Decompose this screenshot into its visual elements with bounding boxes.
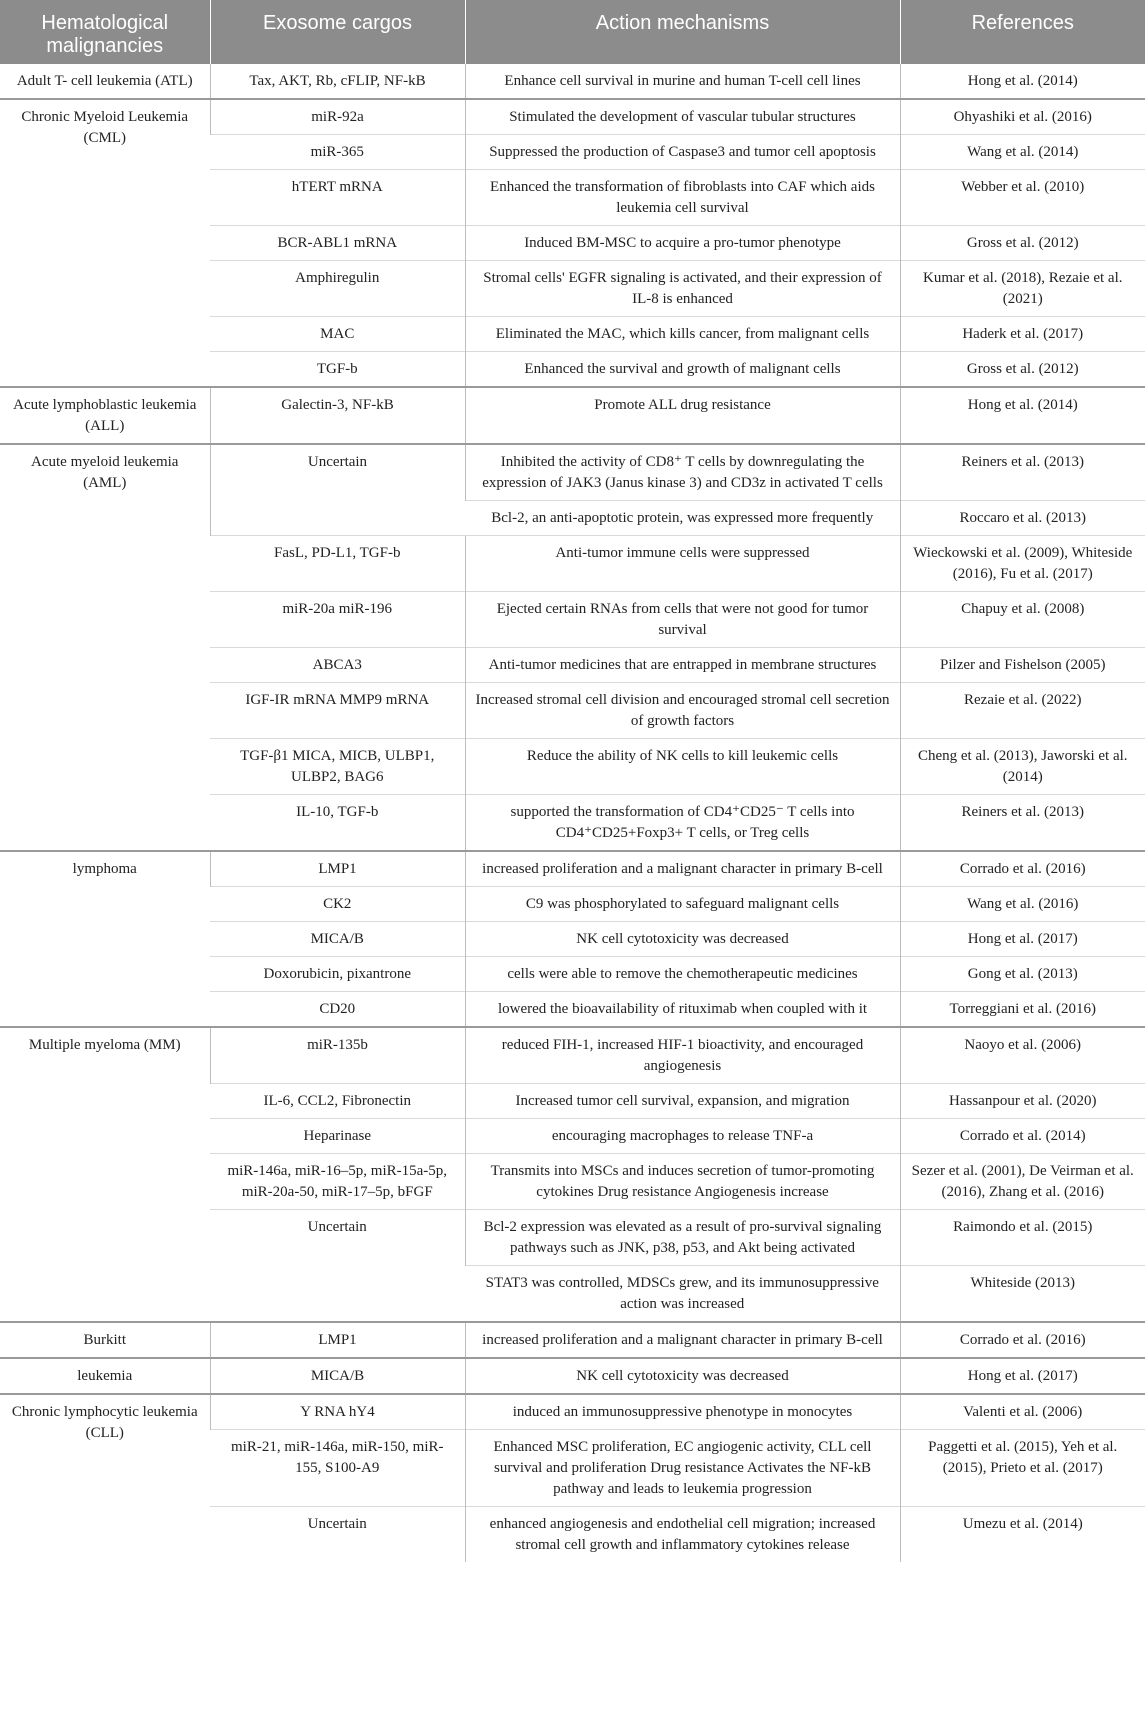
reference-cell: Pilzer and Fishelson (2005) bbox=[900, 648, 1145, 683]
reference-cell: Hong et al. (2014) bbox=[900, 387, 1145, 444]
mechanism-cell: NK cell cytotoxicity was decreased bbox=[465, 922, 900, 957]
cargo-cell: Doxorubicin, pixantrone bbox=[210, 957, 465, 992]
cargo-cell: MICA/B bbox=[210, 922, 465, 957]
cargo-cell: miR-135b bbox=[210, 1027, 465, 1084]
reference-cell: Haderk et al. (2017) bbox=[900, 317, 1145, 352]
mechanism-cell: Bcl-2, an anti-apoptotic protein, was expressed more frequently bbox=[465, 501, 900, 536]
reference-cell: Wang et al. (2014) bbox=[900, 135, 1145, 170]
cargo-cell: Uncertain bbox=[210, 1210, 465, 1323]
mechanism-cell: Enhanced the survival and growth of malignant cells bbox=[465, 352, 900, 388]
reference-cell: Corrado et al. (2016) bbox=[900, 1322, 1145, 1358]
cargo-cell: Uncertain bbox=[210, 444, 465, 536]
reference-cell: Wang et al. (2016) bbox=[900, 887, 1145, 922]
reference-cell: Gross et al. (2012) bbox=[900, 352, 1145, 388]
mechanism-cell: Promote ALL drug resistance bbox=[465, 387, 900, 444]
malignancy-cell: leukemia bbox=[0, 1358, 210, 1394]
mechanism-cell: Induced BM-MSC to acquire a pro-tumor phenotype bbox=[465, 226, 900, 261]
cargo-cell: Heparinase bbox=[210, 1119, 465, 1154]
header-mechanism: Action mechanisms bbox=[465, 0, 900, 64]
cargo-cell: CD20 bbox=[210, 992, 465, 1028]
table-row bbox=[0, 1394, 1145, 1430]
table-row bbox=[0, 99, 1145, 135]
mechanism-cell: Reduce the ability of NK cells to kill leukemic cells bbox=[465, 739, 900, 795]
cargo-cell: miR-365 bbox=[210, 135, 465, 170]
mechanism-cell: Eliminated the MAC, which kills cancer, from malignant cells bbox=[465, 317, 900, 352]
cargo-cell: miR-146a, miR-16–5p, miR-15a-5p, miR-20a-50, miR-17–5p, bFGF bbox=[210, 1154, 465, 1210]
mechanism-cell: C9 was phosphorylated to safeguard malignant cells bbox=[465, 887, 900, 922]
cargo-cell: TGF-β1 MICA, MICB, ULBP1, ULBP2, BAG6 bbox=[210, 739, 465, 795]
reference-cell: Kumar et al. (2018), Rezaie et al. (2021) bbox=[900, 261, 1145, 317]
mechanism-cell: Increased tumor cell survival, expansion, and migration bbox=[465, 1084, 900, 1119]
reference-cell: Gross et al. (2012) bbox=[900, 226, 1145, 261]
reference-cell: Umezu et al. (2014) bbox=[900, 1507, 1145, 1563]
reference-cell: Whiteside (2013) bbox=[900, 1266, 1145, 1323]
cargo-cell: FasL, PD-L1, TGF-b bbox=[210, 536, 465, 592]
reference-cell: Webber et al. (2010) bbox=[900, 170, 1145, 226]
reference-cell: Roccaro et al. (2013) bbox=[900, 501, 1145, 536]
reference-cell: Chapuy et al. (2008) bbox=[900, 592, 1145, 648]
cargo-cell: ABCA3 bbox=[210, 648, 465, 683]
malignancy-cell: Chronic lymphocytic leukemia (CLL) bbox=[0, 1394, 210, 1562]
mechanism-cell: Enhanced MSC proliferation, EC angiogenic activity, CLL cell survival and proliferation Drug resistance Activates the NF-kB pathway and leads to leukemia progression bbox=[465, 1430, 900, 1507]
cargo-cell: BCR-ABL1 mRNA bbox=[210, 226, 465, 261]
table-row bbox=[0, 64, 1145, 99]
mechanism-cell: Ejected certain RNAs from cells that were not good for tumor survival bbox=[465, 592, 900, 648]
header-cargo: Exosome cargos bbox=[210, 0, 465, 64]
header-malignancy: Hematological malignancies bbox=[0, 0, 210, 64]
mechanism-cell: Bcl-2 expression was elevated as a result of pro-survival signaling pathways such as JNK, p38, p53, and Akt being activated bbox=[465, 1210, 900, 1266]
reference-cell: Corrado et al. (2016) bbox=[900, 851, 1145, 887]
cargo-cell: Tax, AKT, Rb, cFLIP, NF-kB bbox=[210, 64, 465, 99]
cargo-cell: miR-20a miR-196 bbox=[210, 592, 465, 648]
reference-cell: Torreggiani et al. (2016) bbox=[900, 992, 1145, 1028]
cargo-cell: IL-10, TGF-b bbox=[210, 795, 465, 852]
mechanism-cell: induced an immunosuppressive phenotype in monocytes bbox=[465, 1394, 900, 1430]
cargo-cell: MAC bbox=[210, 317, 465, 352]
cargo-cell: IL-6, CCL2, Fibronectin bbox=[210, 1084, 465, 1119]
reference-cell: Gong et al. (2013) bbox=[900, 957, 1145, 992]
reference-cell: Corrado et al. (2014) bbox=[900, 1119, 1145, 1154]
reference-cell: Wieckowski et al. (2009), Whiteside (2016), Fu et al. (2017) bbox=[900, 536, 1145, 592]
mechanism-cell: Anti-tumor immune cells were suppressed bbox=[465, 536, 900, 592]
mechanism-cell: Anti-tumor medicines that are entrapped in membrane structures bbox=[465, 648, 900, 683]
table-header-row bbox=[0, 0, 1145, 64]
reference-cell: Ohyashiki et al. (2016) bbox=[900, 99, 1145, 135]
mechanism-cell: lowered the bioavailability of rituximab when coupled with it bbox=[465, 992, 900, 1028]
table-row bbox=[0, 444, 1145, 501]
table-row bbox=[0, 1027, 1145, 1084]
reference-cell: Rezaie et al. (2022) bbox=[900, 683, 1145, 739]
mechanism-cell: Increased stromal cell division and encouraged stromal cell secretion of growth factors bbox=[465, 683, 900, 739]
cargo-cell: miR-92a bbox=[210, 99, 465, 135]
cargo-cell: TGF-b bbox=[210, 352, 465, 388]
reference-cell: Hong et al. (2017) bbox=[900, 922, 1145, 957]
table-row bbox=[0, 387, 1145, 444]
mechanism-cell: Transmits into MSCs and induces secretion of tumor-promoting cytokines Drug resistance Angiogenesis increase bbox=[465, 1154, 900, 1210]
cargo-cell: IGF-IR mRNA MMP9 mRNA bbox=[210, 683, 465, 739]
malignancy-cell: lymphoma bbox=[0, 851, 210, 1027]
reference-cell: Sezer et al. (2001), De Veirman et al. (2016), Zhang et al. (2016) bbox=[900, 1154, 1145, 1210]
mechanism-cell: NK cell cytotoxicity was decreased bbox=[465, 1358, 900, 1394]
malignancy-cell: Acute myeloid leukemia (AML) bbox=[0, 444, 210, 851]
mechanism-cell: Suppressed the production of Caspase3 and tumor cell apoptosis bbox=[465, 135, 900, 170]
mechanism-cell: Enhance cell survival in murine and human T-cell cell lines bbox=[465, 64, 900, 99]
reference-cell: Valenti et al. (2006) bbox=[900, 1394, 1145, 1430]
table-row bbox=[0, 851, 1145, 887]
mechanism-cell: Inhibited the activity of CD8⁺ T cells by downregulating the expression of JAK3 (Janus kinase 3) and CD3z in activated T cells bbox=[465, 444, 900, 501]
malignancy-cell: Multiple myeloma (MM) bbox=[0, 1027, 210, 1322]
table-row bbox=[0, 1322, 1145, 1358]
reference-cell: Reiners et al. (2013) bbox=[900, 795, 1145, 852]
malignancy-cell: Burkitt bbox=[0, 1322, 210, 1358]
cargo-cell: Uncertain bbox=[210, 1507, 465, 1563]
cargo-cell: Y RNA hY4 bbox=[210, 1394, 465, 1430]
mechanism-cell: enhanced angiogenesis and endothelial cell migration; increased stromal cell growth and inflammatory cytokines release bbox=[465, 1507, 900, 1563]
cargo-cell: Amphiregulin bbox=[210, 261, 465, 317]
malignancy-cell: Chronic Myeloid Leukemia (CML) bbox=[0, 99, 210, 387]
mechanism-cell: cells were able to remove the chemotherapeutic medicines bbox=[465, 957, 900, 992]
cargo-cell: miR-21, miR-146a, miR-150, miR-155, S100-A9 bbox=[210, 1430, 465, 1507]
malignancy-cell: Adult T- cell leukemia (ATL) bbox=[16, 73, 193, 89]
reference-cell: Reiners et al. (2013) bbox=[900, 444, 1145, 501]
mechanism-cell: increased proliferation and a malignant character in primary B-cell bbox=[465, 1322, 900, 1358]
reference-cell: Naoyo et al. (2006) bbox=[900, 1027, 1145, 1084]
mechanism-cell: Stromal cells' EGFR signaling is activated, and their expression of IL-8 is enhanced bbox=[465, 261, 900, 317]
reference-cell: Hassanpour et al. (2020) bbox=[900, 1084, 1145, 1119]
cargo-cell: Galectin-3, NF-kB bbox=[210, 387, 465, 444]
cargo-cell: LMP1 bbox=[210, 851, 465, 887]
cargo-cell: LMP1 bbox=[210, 1322, 465, 1358]
mechanism-cell: Enhanced the transformation of fibroblasts into CAF which aids leukemia cell survival bbox=[465, 170, 900, 226]
mechanism-cell: encouraging macrophages to release TNF-a bbox=[465, 1119, 900, 1154]
mechanism-cell: increased proliferation and a malignant character in primary B-cell bbox=[465, 851, 900, 887]
reference-cell: Paggetti et al. (2015), Yeh et al. (2015), Prieto et al. (2017) bbox=[900, 1430, 1145, 1507]
reference-cell: Cheng et al. (2013), Jaworski et al. (2014) bbox=[900, 739, 1145, 795]
mechanism-cell: STAT3 was controlled, MDSCs grew, and its immunosuppressive action was increased bbox=[465, 1266, 900, 1323]
malignancy-cell: Acute lymphoblastic leukemia (ALL) bbox=[0, 387, 210, 444]
mechanism-cell: reduced FIH-1, increased HIF-1 bioactivity, and encouraged angiogenesis bbox=[465, 1027, 900, 1084]
table-row bbox=[0, 1358, 1145, 1394]
cargo-cell: CK2 bbox=[210, 887, 465, 922]
cargo-cell: hTERT mRNA bbox=[210, 170, 465, 226]
mechanism-cell: supported the transformation of CD4⁺CD25⁻ T cells into CD4⁺CD25+Foxp3+ T cells, or Treg cells bbox=[465, 795, 900, 852]
reference-cell: Raimondo et al. (2015) bbox=[900, 1210, 1145, 1266]
cargo-cell: MICA/B bbox=[210, 1358, 465, 1394]
reference-cell: Hong et al. (2017) bbox=[900, 1358, 1145, 1394]
header-reference: References bbox=[900, 0, 1145, 64]
reference-cell: Hong et al. (2014) bbox=[900, 64, 1145, 99]
mechanism-cell: Stimulated the development of vascular tubular structures bbox=[465, 99, 900, 135]
table-body bbox=[0, 64, 1145, 1562]
